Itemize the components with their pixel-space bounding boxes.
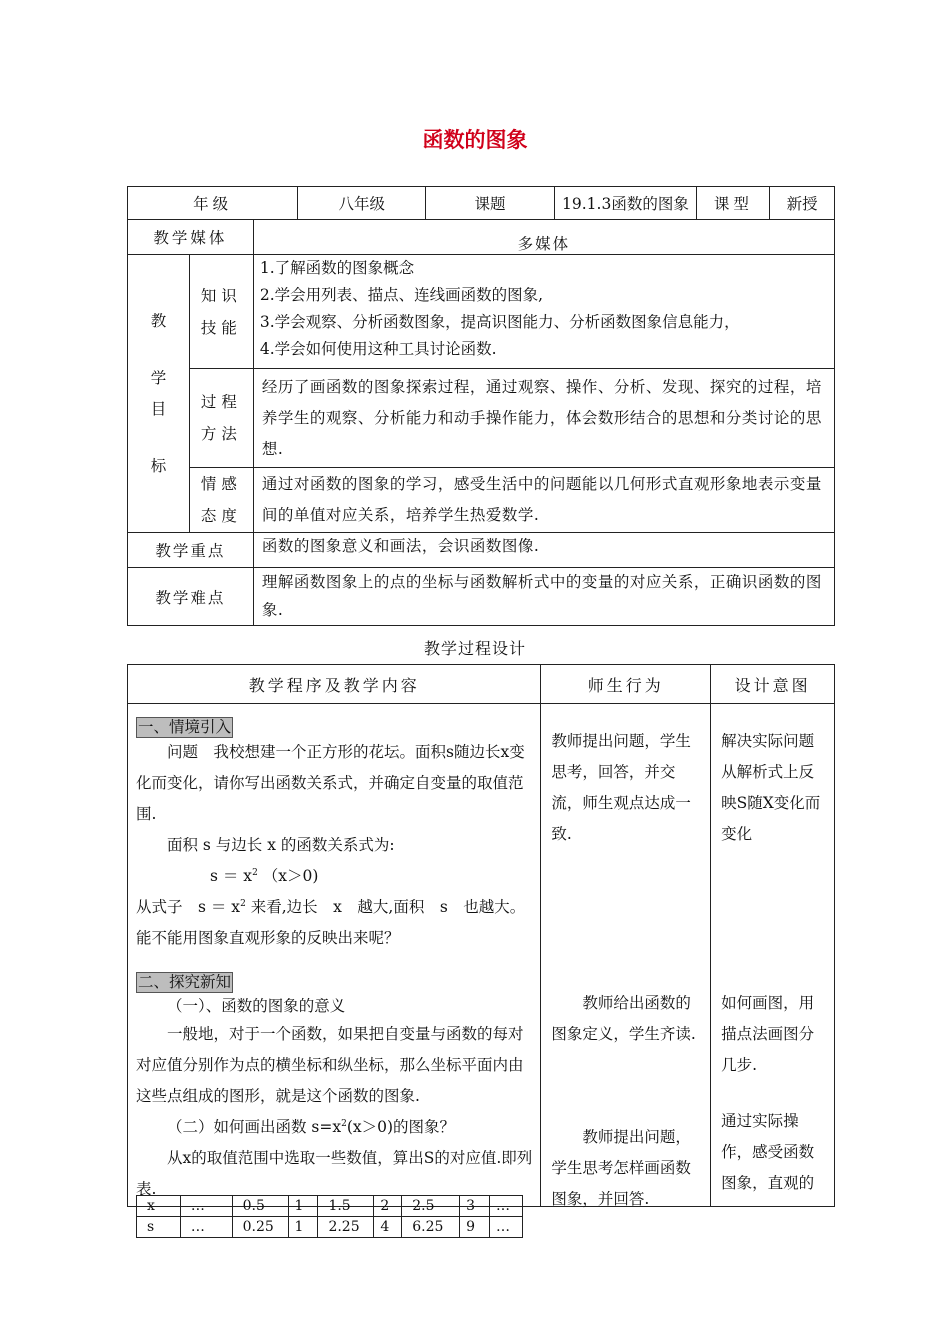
grade-label: 年级 [128, 187, 298, 220]
values-cell: … [490, 1196, 523, 1217]
knowledge-label [189, 255, 253, 369]
sub2-text-b: (x＞0)的图象？ [346, 1118, 456, 1136]
lesson-goals-table [127, 219, 835, 626]
sub2-text-a: （二）如何画出函数 s=x [167, 1118, 342, 1136]
observation-text-b: 来看,边长 x 越大,面积 s 也越大。 [245, 898, 526, 916]
teacher-student-actions [541, 704, 710, 1206]
values-cell: 2.25 [318, 1217, 374, 1238]
values-cell: 1 [288, 1196, 318, 1217]
values-table [136, 1195, 523, 1238]
explore-definition: 一般地，对于一个函数，如果把自变量与函数的每对对应值分别作为点的横坐标和纵坐标，那么坐标平面内由这些点组成的图形，就是这个函数的图象. [136, 1025, 524, 1105]
knowledge-label-line: 技能 [200, 318, 242, 337]
document-title: 函数的图象 [422, 127, 528, 152]
values-cell: 4 [374, 1217, 402, 1238]
header-content: 教学程序及教学内容 [128, 665, 541, 704]
section-tag-explore: 二、探究新知 [138, 973, 232, 991]
action-1: 教师提出问题，学生思考，回答，并交流，师生观点达成一致. [551, 732, 691, 843]
values-cell: 0.25 [232, 1217, 288, 1238]
topic-value: 19.1.3函数的图象 [554, 187, 697, 220]
difficulty-label: 教学难点 [128, 568, 254, 626]
goals-label-char: 标 [150, 456, 167, 475]
intro-problem: 问题 我校想建一个正方形的花坛。面积s随边长x变化而变化，请你写出函数关系式，并确定自变量的取值范围. [136, 743, 525, 823]
values-cell: … [180, 1196, 232, 1217]
action-2: 教师给出函数的图象定义，学生齐读. [551, 994, 696, 1043]
process-label-line: 方法 [200, 425, 242, 443]
intent-2: 如何画图，用描点法画图分几步. [721, 994, 815, 1074]
emotion-label-line: 情感 [200, 475, 242, 493]
section-tag-intro: 一、情境引入 [138, 718, 232, 736]
sub2-exponent: 2 [341, 1118, 347, 1129]
values-cell: … [180, 1217, 232, 1238]
values-cell: x [137, 1196, 181, 1217]
media-label: 教学媒体 [128, 220, 254, 255]
intro-formula [136, 861, 533, 892]
goals-label-char: 学 [150, 368, 167, 387]
lesson-info-table [127, 186, 835, 220]
header-intent: 设计意图 [711, 665, 835, 704]
type-value: 新授 [770, 187, 835, 220]
values-cell: s [137, 1217, 181, 1238]
process-label-line: 过程 [200, 393, 242, 411]
values-row-x [137, 1196, 523, 1217]
topic-label: 课题 [426, 187, 554, 220]
values-cell: 1 [288, 1217, 318, 1238]
intent-3: 通过实际操作，感受函数图象，直观的 [721, 1112, 815, 1192]
media-value: 多媒体 [253, 220, 834, 255]
observation-text-a: 从式子 s ＝ x [136, 898, 241, 916]
action-3: 教师提出问题，学生思考怎样画函数图象，并回答. [551, 1128, 691, 1208]
goals-label-char: 目 [150, 399, 167, 418]
header-actions: 师生行为 [541, 665, 711, 704]
values-cell: 2 [374, 1196, 402, 1217]
knowledge-item: 2.学会用列表、描点、连线画函数的图象, [259, 286, 544, 304]
formula-text: s ＝ x [210, 867, 253, 885]
goals-label [128, 255, 190, 533]
key-point-text: 函数的图象意义和画法，会识函数图像. [253, 533, 834, 568]
values-cell: 1.5 [318, 1196, 374, 1217]
emotion-text: 通过对函数的图象的学习，感受生活中的问题能以几何形式直观形象地表示变量间的单值对应关系，培养学生热爱数学. [253, 468, 834, 533]
goals-label-char: 教 [150, 311, 167, 330]
intent-1: 解决实际问题从解析式上反映S随X变化而变化 [721, 732, 821, 843]
knowledge-item: 1.了解函数的图象概念 [259, 259, 415, 277]
intro-relation: 面积 s 与边长 x 的函数关系式为: [167, 836, 395, 854]
knowledge-items [253, 255, 834, 369]
type-label: 课型 [697, 187, 770, 220]
values-cell: 6.25 [402, 1217, 460, 1238]
explore-sub1: （一）、函数的图象的意义 [167, 997, 346, 1015]
teaching-process-table [127, 664, 835, 1235]
explore-sub2 [136, 1112, 533, 1143]
knowledge-item: 4.学会如何使用这种工具讨论函数. [259, 340, 497, 358]
explore-list: 从x的取值范围中选取一些数值，算出S的对应值.即列表. [136, 1149, 533, 1198]
process-section-title: 教学过程设计 [423, 639, 526, 658]
intro-question: 能不能用图象直观形象的反映出来呢？ [136, 929, 400, 947]
knowledge-label-line: 知识 [200, 286, 242, 305]
process-method-label [189, 369, 253, 468]
values-row-s [137, 1217, 523, 1238]
values-cell: … [490, 1217, 523, 1238]
process-method-text: 经历了画函数的图象探索过程，通过观察、操作、分析、发现、探究的过程，培养学生的观察、分析能力和动手操作能力，体会数形结合的思想和分类讨论的思想. [253, 369, 834, 468]
intro-observation [136, 892, 533, 923]
values-cell: 9 [460, 1217, 490, 1238]
formula-domain: （x＞0) [262, 867, 319, 885]
values-cell: 2.5 [402, 1196, 460, 1217]
process-content [128, 704, 540, 1235]
values-cell: 0.5 [232, 1196, 288, 1217]
emotion-label [189, 468, 253, 533]
key-point-label: 教学重点 [128, 533, 254, 568]
emotion-label-line: 态度 [200, 507, 242, 525]
design-intent [711, 704, 834, 1206]
grade-value: 八年级 [298, 187, 426, 220]
observation-exponent: 2 [240, 898, 246, 909]
knowledge-item: 3.学会观察、分析函数图象，提高识图能力、分析函数图象信息能力， [259, 313, 740, 331]
values-cell: 3 [460, 1196, 490, 1217]
difficulty-text: 理解函数图象上的点的坐标与函数解析式中的变量的对应关系，正确识函数的图象. [253, 568, 834, 626]
formula-exponent: 2 [252, 867, 258, 878]
